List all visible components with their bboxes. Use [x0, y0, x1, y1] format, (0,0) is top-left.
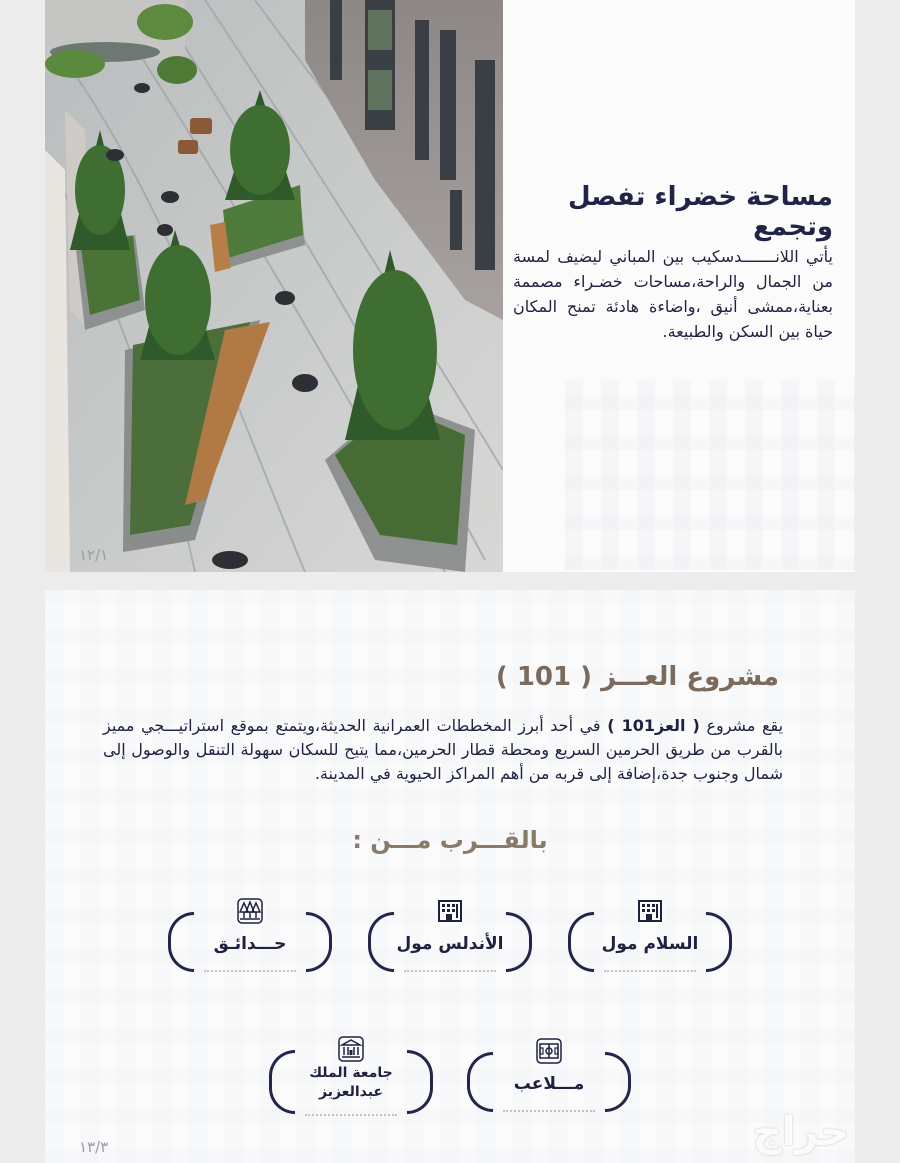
page-number: ١٢/١ — [79, 546, 109, 564]
nearby-card-stadiums — [467, 1052, 631, 1112]
desc-rest: في أحد أبرز المخططات العمرانية الحديثة،ويتمتع بموقع استراتيـــجي مميز بالقرب من طريق الحرمين السريع ومحطة قطار الحرمين،مما يتيح للسكان سهولة التنقل والوصول إلى شمال وجنوب جدة،إضافة إلى قربه من أهم المراكز الحيوية في المدينة. — [103, 716, 783, 783]
page-project — [45, 590, 855, 1163]
nearby-label: السلام مول — [601, 934, 699, 954]
nearby-card-salam-mall — [568, 912, 732, 972]
nearby-card-parks — [168, 912, 332, 972]
nearby-label: حـــدائـق — [213, 934, 287, 954]
nearby-label: مـــلاعب — [513, 1074, 585, 1094]
mall-icon — [635, 896, 665, 926]
project-title: مشروع العـــز ( 101 ) — [495, 662, 779, 692]
courtyard-photo — [45, 0, 503, 572]
project-description — [103, 714, 783, 786]
nearby-card-kau — [269, 1050, 433, 1114]
nearby-label: جامعة الملك عبدالعزيز — [309, 1065, 393, 1100]
section-description: يأتي اللانـــــــدسكيب بين المباني ليضيف لمسة من الجمال والراحة،مساحات خضـراء مصممة بعناية،ممشى أنيق ،واضاءة هادئة تمنح المكان حياة بين السكن والطبيعة. — [513, 247, 833, 341]
desc-project-name: ( العز101 ) — [607, 716, 700, 735]
desc-prefix: يقع مشروع — [706, 716, 784, 735]
nearby-card-andalus-mall — [368, 912, 532, 972]
section-title: مساحة خضراء تفصل وتجمع — [568, 182, 833, 242]
nearby-label: الأندلس مول — [396, 934, 504, 954]
stadium-icon — [534, 1036, 564, 1066]
trees-icon — [235, 896, 265, 926]
mall-icon — [435, 896, 465, 926]
brand-watermark: حراج — [752, 1109, 849, 1155]
building-watermark — [565, 380, 855, 570]
nearby-title: بالقـــرب مـــن : — [352, 826, 548, 854]
university-icon — [336, 1034, 366, 1064]
page-greenspace — [45, 0, 855, 572]
page-number: ١٣/٣ — [79, 1138, 109, 1156]
